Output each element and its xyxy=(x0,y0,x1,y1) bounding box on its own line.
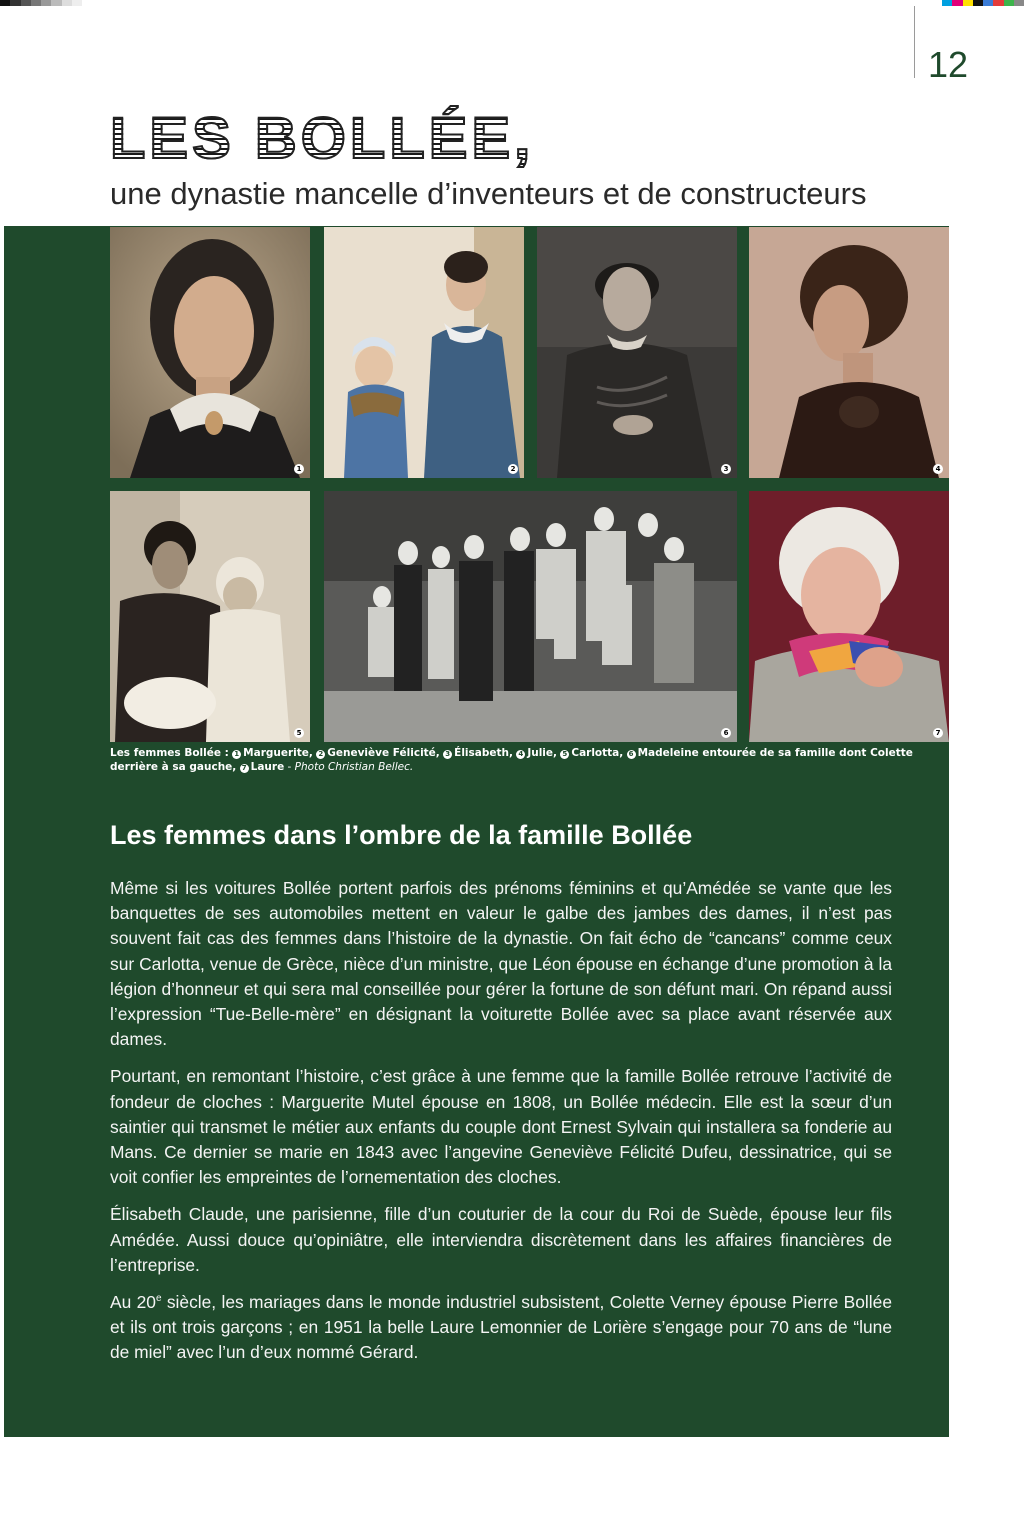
photo-number: 1 xyxy=(294,464,304,474)
photo-elisabeth xyxy=(537,227,737,478)
page-title: LES BOLLÉE, xyxy=(110,106,535,171)
photo-marguerite xyxy=(110,227,310,478)
page-divider xyxy=(914,6,915,78)
photo-carlotta xyxy=(110,491,310,742)
photo-caption xyxy=(110,746,930,774)
photo-number: 5 xyxy=(294,728,304,738)
page-subtitle: une dynastie mancelle d’inventeurs et de constructeurs xyxy=(110,176,867,211)
photo-number: 6 xyxy=(721,728,731,738)
caption-item: 6 Madeleine entourée de sa famille dont Colette derrière à sa gauche, xyxy=(110,747,913,773)
photo-madeleine-family xyxy=(324,491,737,742)
article-paragraph: Élisabeth Claude, une parisienne, fille d’un couturier de la cour du Roi de Suède, épouse leur fils Amédée. Aussi douce qu’opiniâtre, elle interviendra discrètement dans les affaires financières de l’entreprise. xyxy=(110,1204,892,1275)
photo-number: 3 xyxy=(721,464,731,474)
photo-laure xyxy=(749,491,949,742)
caption-item: 4 Julie, xyxy=(516,747,557,759)
registration-bar-left xyxy=(0,0,82,6)
article-body xyxy=(110,876,892,1378)
article-paragraph: Pourtant, en remontant l’histoire, c’est grâce à une femme que la famille Bollée retrouve l’activité de fondeur de cloches : Marguerite Mutel épouse en 1808, un Bollée médecin. Elle est la sœur d’un saintier qui transmet le métier aux enfants du couple dont Ernest Sylvain qui installera sa fonderie au Mans. Ce dernier se marie en 1843 avec l’angevine Geneviève Félicité Dufeu, dessinatrice, qui se voit confier les empreintes de l’ornementation des cloches. xyxy=(110,1066,892,1188)
photo-genevieve-felicite xyxy=(324,227,524,478)
caption-item: 2 Geneviève Félicité, xyxy=(316,747,440,759)
caption-item: 1 Marguerite, xyxy=(232,747,313,759)
photo-julie xyxy=(749,227,949,478)
registration-bar-right xyxy=(942,0,1024,6)
article-paragraph: Même si les voitures Bollée portent parfois des prénoms féminins et qu’Amédée se vante que les banquettes de ses automobiles mettent en valeur le galbe des jambes des dames, il n’est pas souvent fait cas des femmes dans l’histoire de la dynastie. On fait écho de “cancans” comme ceux sur Carlotta, venue de Grèce, nièce d’un ministre, que Léon épouse en échange d’une promotion à la légion d’honneur et qui sera mal conseillée pour gérer la fortune de son défunt mari. On répand aussi l’expression “Tue-Belle-mère” en désignant la voiturette Bollée avec sa place avant réservée aux dames. xyxy=(110,878,892,1050)
page-number: 12 xyxy=(928,44,969,85)
caption-item: 3 Élisabeth, xyxy=(443,747,513,759)
photo-number: 2 xyxy=(508,464,518,474)
article-title: Les femmes dans l’ombre de la famille Bollée xyxy=(110,820,693,850)
photo-credit: Photo Christian Bellec. xyxy=(294,761,414,773)
photo-number: 4 xyxy=(933,464,943,474)
article-paragraph: Au 20e siècle, les mariages dans le monde industriel subsistent, Colette Verney épouse Pierre Bollée et ils ont trois garçons ; en 1951 la belle Laure Lemonnier de Lorière s’engage pour 70 ans de “lune de miel” avec l’un d’eux nommé Gérard. xyxy=(110,1292,892,1363)
caption-item: 5 Carlotta, xyxy=(560,747,623,759)
caption-item: 7 Laure xyxy=(240,761,285,773)
caption-separator: - xyxy=(284,761,295,773)
photo-number: 7 xyxy=(933,728,943,738)
caption-lead: Les femmes Bollée : xyxy=(110,747,229,759)
